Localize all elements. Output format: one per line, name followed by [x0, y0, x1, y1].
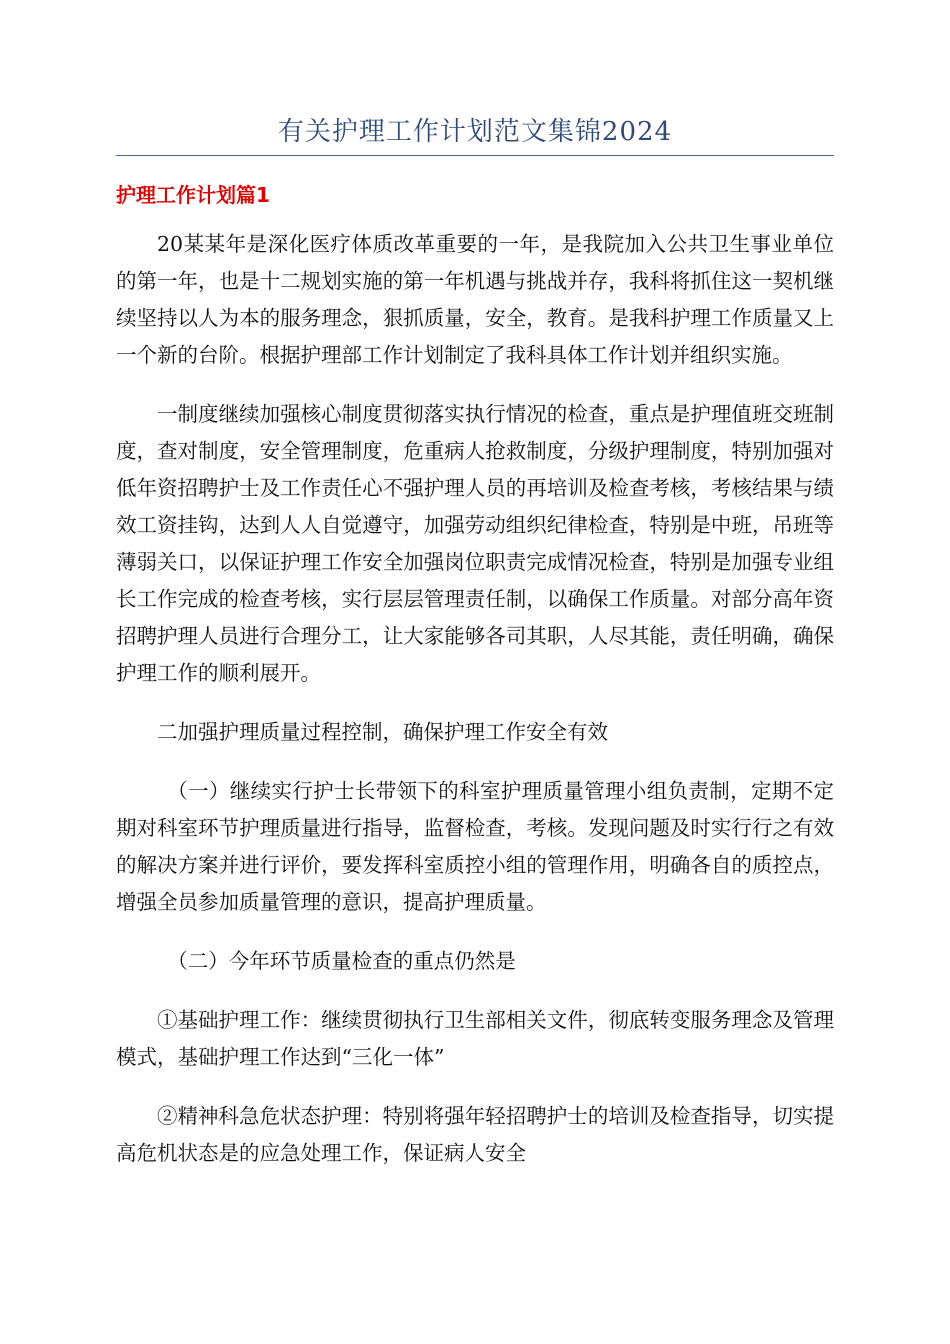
- paragraph-system: 一制度继续加强核心制度贯彻落实执行情况的检查，重点是护理值班交班制度，查对制度，安全管理制度，危重病人抢救制度，分级护理制度，特别加强对低年资招聘护士及工作责任心不强护理人员的再培训及检查考核，考核结果与绩效工资挂钩，达到人人自觉遵守，加强劳动组织纪律检查，特别是中班，吊班等薄弱关口，以保证护理工作安全加强岗位职责完成情况检查，特别是加强专业组长工作完成的检查考核，实行层层管理责任制，以确保工作质量。对部分高年资招聘护理人员进行合理分工，让大家能够各司其职，人尽其能，责任明确，确保护理工作的顺利展开。: [116, 402, 834, 685]
- paragraph-item-two: （二）今年环节质量检查的重点仍然是: [167, 949, 516, 973]
- paragraph-item-one: （一）继续实行护士长带领下的科室护理质量管理小组负责制，定期不定期对科室环节护理质量进行指导，监督检查，考核。发现问题及时实行行之有效的解决方案并进行评价，要发挥科室质控小组的管理作用，明确各自的质控点，增强全员参加质量管理的意识，提高护理质量。: [116, 779, 834, 914]
- paragraph-basic-nursing: ①基础护理工作：继续贯彻执行卫生部相关文件，彻底转变服务理念及管理模式，基础护理工作达到“三化一体”: [116, 1008, 834, 1069]
- paragraph-intro: 20某某年是深化医疗体质改革重要的一年，是我院加入公共卫生事业单位的第一年，也是十二规划实施的第一年机遇与挑战并存，我科将抓住这一契机继续坚持以人为本的服务理念，狠抓质量，安全，教育。是我科护理工作质量又上一个新的台阶。根据护理部工作计划制定了我科具体工作计划并组织实施。: [116, 232, 834, 367]
- title-underline: [116, 155, 834, 156]
- paragraph-quality-control: 二加强护理质量过程控制，确保护理工作安全有效: [157, 720, 608, 744]
- paragraph-crisis-nursing: ②精神科急危状态护理：特别将强年轻招聘护士的培训及检查指导，切实提高危机状态是的应急处理工作，保证病人安全: [116, 1104, 834, 1165]
- document-title: 有关护理工作计划范文集锦2024: [277, 117, 673, 147]
- document-body: [116, 226, 834, 1194]
- section-heading: 护理工作计划篇1: [116, 183, 270, 207]
